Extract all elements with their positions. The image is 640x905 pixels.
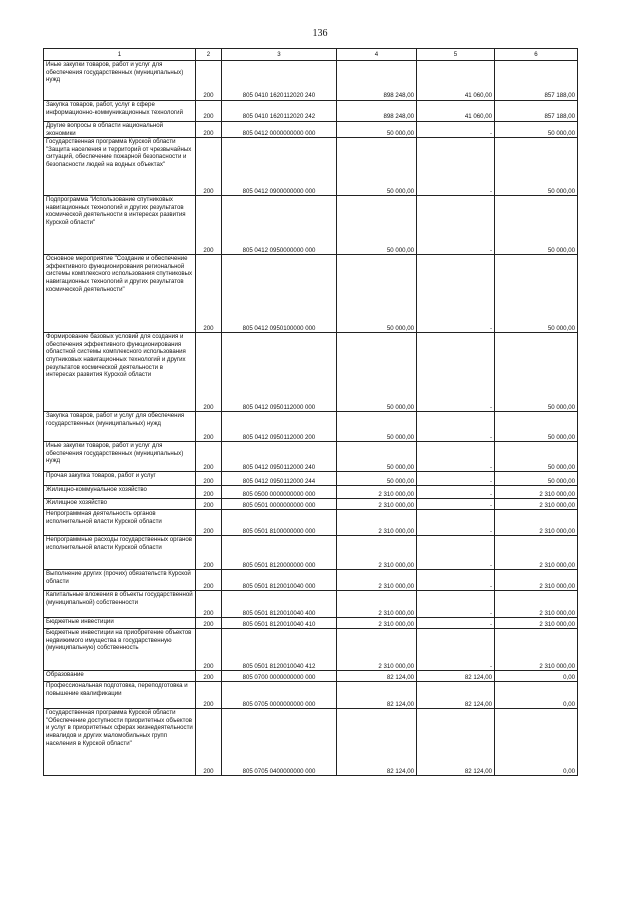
row-name: Капитальные вложения в объекты государственной (муниципальной) собственности xyxy=(44,591,196,618)
row-name: Иные закупки товаров, работ и услуг для обеспечения государственных (муниципальных) нужд xyxy=(44,61,196,101)
row-amount-total: 2 310 000,00 xyxy=(337,510,417,536)
row-code: 200 xyxy=(196,671,222,682)
row-code: 200 xyxy=(196,570,222,591)
row-code: 200 xyxy=(196,138,222,196)
row-amount-col6: 50 000,00 xyxy=(495,196,578,255)
row-classification: 805 0501 8120000000 000 xyxy=(222,536,337,570)
row-amount-total: 898 248,00 xyxy=(337,61,417,101)
row-amount-total: 50 000,00 xyxy=(337,138,417,196)
row-amount-total: 82 124,00 xyxy=(337,671,417,682)
row-amount-total: 50 000,00 xyxy=(337,472,417,486)
row-classification: 805 0500 0000000000 000 xyxy=(222,486,337,499)
row-name: Бюджетные инвестиции xyxy=(44,618,196,629)
row-amount-col6: 857 188,00 xyxy=(495,61,578,101)
row-amount-total: 82 124,00 xyxy=(337,709,417,776)
row-name: Образование xyxy=(44,671,196,682)
row-amount-total: 2 310 000,00 xyxy=(337,536,417,570)
column-header: 5 xyxy=(417,49,495,61)
row-code: 200 xyxy=(196,196,222,255)
row-name: Формирование базовых условий для создания и обеспечения эффективного функционирования областной системы комплексного использования спутниковых навигационных технологий и других результатов космической деятельности в интересах развития Курской области xyxy=(44,333,196,412)
row-amount-col5: 41 060,00 xyxy=(417,101,495,122)
table-row xyxy=(44,138,578,196)
row-amount-col5: - xyxy=(417,536,495,570)
row-amount-col6: 0,00 xyxy=(495,682,578,709)
row-amount-col5: - xyxy=(417,472,495,486)
row-code: 200 xyxy=(196,709,222,776)
row-amount-col6: 2 310 000,00 xyxy=(495,536,578,570)
row-amount-total: 50 000,00 xyxy=(337,122,417,138)
row-amount-col5: - xyxy=(417,629,495,671)
row-code: 200 xyxy=(196,591,222,618)
row-amount-total: 82 124,00 xyxy=(337,682,417,709)
page-number: 136 xyxy=(312,28,328,39)
table-row xyxy=(44,61,578,101)
row-name: Основное мероприятие "Создание и обеспечение эффективного функционирования региональной системы комплексного использования спутниковых навигационных технологий и других результатов космической деятельности" xyxy=(44,255,196,333)
row-amount-col6: 2 310 000,00 xyxy=(495,510,578,536)
row-code: 200 xyxy=(196,629,222,671)
budget-table xyxy=(43,48,578,776)
row-amount-col6: 0,00 xyxy=(495,709,578,776)
row-amount-col5: 41 060,00 xyxy=(417,61,495,101)
row-amount-col5: - xyxy=(417,138,495,196)
table-row xyxy=(44,472,578,486)
row-amount-col6: 2 310 000,00 xyxy=(495,618,578,629)
row-amount-total: 2 310 000,00 xyxy=(337,629,417,671)
row-amount-col5: - xyxy=(417,333,495,412)
row-name: Профессиональная подготовка, переподготовка и повышение квалификации xyxy=(44,682,196,709)
row-amount-total: 2 310 000,00 xyxy=(337,486,417,499)
row-amount-total: 898 248,00 xyxy=(337,101,417,122)
row-classification: 805 0412 0950112000 200 xyxy=(222,412,337,442)
row-classification: 805 0412 0950112000 244 xyxy=(222,472,337,486)
table-row xyxy=(44,510,578,536)
row-amount-col6: 50 000,00 xyxy=(495,442,578,472)
table-row xyxy=(44,333,578,412)
row-amount-col5: - xyxy=(417,591,495,618)
row-amount-col6: 0,00 xyxy=(495,671,578,682)
row-classification: 805 0705 0400000000 000 xyxy=(222,709,337,776)
row-amount-col5: 82 124,00 xyxy=(417,671,495,682)
row-amount-col5: - xyxy=(417,122,495,138)
row-classification: 805 0412 0950100000 000 xyxy=(222,255,337,333)
row-name: Закупка товаров, работ, услуг в сфере информационно-коммуникационных технологий xyxy=(44,101,196,122)
row-amount-col6: 50 000,00 xyxy=(495,472,578,486)
row-amount-total: 2 310 000,00 xyxy=(337,591,417,618)
table-row xyxy=(44,570,578,591)
row-amount-col6: 2 310 000,00 xyxy=(495,570,578,591)
row-amount-col6: 2 310 000,00 xyxy=(495,591,578,618)
row-name: Жилищно-коммунальное хозяйство xyxy=(44,486,196,499)
row-code: 200 xyxy=(196,472,222,486)
row-name: Выполнение других (прочих) обязательств Курской области xyxy=(44,570,196,591)
row-amount-col5: - xyxy=(417,486,495,499)
table-row xyxy=(44,682,578,709)
row-amount-col5: 82 124,00 xyxy=(417,709,495,776)
row-amount-total: 50 000,00 xyxy=(337,255,417,333)
row-amount-total: 2 310 000,00 xyxy=(337,499,417,510)
row-amount-col6: 50 000,00 xyxy=(495,333,578,412)
table-row xyxy=(44,122,578,138)
row-amount-col5: - xyxy=(417,412,495,442)
row-code: 200 xyxy=(196,486,222,499)
row-classification: 805 0501 0000000000 000 xyxy=(222,499,337,510)
row-classification: 805 0410 1620112020 242 xyxy=(222,101,337,122)
row-name: Другие вопросы в области национальной экономики xyxy=(44,122,196,138)
table-row xyxy=(44,101,578,122)
row-name: Государственная программа Курской области "Обеспечение доступности приоритетных объектов и услуг в приоритетных сферах жизнедеятельности инвалидов и других маломобильных групп населения в Курской области" xyxy=(44,709,196,776)
row-amount-col5: - xyxy=(417,570,495,591)
row-code: 200 xyxy=(196,122,222,138)
column-header: 4 xyxy=(337,49,417,61)
row-amount-col6: 50 000,00 xyxy=(495,255,578,333)
row-code: 200 xyxy=(196,510,222,536)
column-header: 1 xyxy=(44,49,196,61)
table-row xyxy=(44,255,578,333)
row-code: 200 xyxy=(196,333,222,412)
table-row xyxy=(44,499,578,510)
row-amount-total: 2 310 000,00 xyxy=(337,618,417,629)
row-amount-col5: 82 124,00 xyxy=(417,682,495,709)
row-code: 200 xyxy=(196,682,222,709)
row-code: 200 xyxy=(196,442,222,472)
row-classification: 805 0412 0950000000 000 xyxy=(222,196,337,255)
row-amount-col5: - xyxy=(417,510,495,536)
row-classification: 805 0412 0900000000 000 xyxy=(222,138,337,196)
row-amount-col6: 2 310 000,00 xyxy=(495,499,578,510)
table-row xyxy=(44,709,578,776)
row-classification: 805 0501 8120010040 400 xyxy=(222,591,337,618)
row-classification: 805 0410 1620112020 240 xyxy=(222,61,337,101)
table-header-row xyxy=(44,49,578,61)
row-amount-total: 50 000,00 xyxy=(337,333,417,412)
row-classification: 805 0700 0000000000 000 xyxy=(222,671,337,682)
table-row xyxy=(44,412,578,442)
row-amount-total: 50 000,00 xyxy=(337,442,417,472)
row-amount-col6: 50 000,00 xyxy=(495,138,578,196)
row-name: Подпрограмма "Использование спутниковых навигационных технологий и других результатов космической деятельности в интересах развития Курской области" xyxy=(44,196,196,255)
row-amount-col6: 50 000,00 xyxy=(495,412,578,442)
row-amount-total: 2 310 000,00 xyxy=(337,570,417,591)
row-classification: 805 0412 0950112000 000 xyxy=(222,333,337,412)
row-classification: 805 0501 8120010040 000 xyxy=(222,570,337,591)
row-classification: 805 0501 8120010040 410 xyxy=(222,618,337,629)
row-name: Непрограммные расходы государственных органов исполнительной власти Курской области xyxy=(44,536,196,570)
row-code: 200 xyxy=(196,536,222,570)
row-code: 200 xyxy=(196,412,222,442)
row-amount-col5: - xyxy=(417,442,495,472)
table-row xyxy=(44,196,578,255)
column-header: 6 xyxy=(495,49,578,61)
row-amount-total: 50 000,00 xyxy=(337,196,417,255)
row-code: 200 xyxy=(196,618,222,629)
table-row xyxy=(44,591,578,618)
row-name: Закупка товаров, работ и услуг для обеспечения государственных (муниципальных) нужд xyxy=(44,412,196,442)
row-amount-col6: 50 000,00 xyxy=(495,122,578,138)
table-row xyxy=(44,671,578,682)
row-amount-col5: - xyxy=(417,196,495,255)
table-row xyxy=(44,618,578,629)
row-amount-total: 50 000,00 xyxy=(337,412,417,442)
row-amount-col5: - xyxy=(417,499,495,510)
row-name: Бюджетные инвестиции на приобретение объектов недвижимого имущества в государственную (муниципальную) собственность xyxy=(44,629,196,671)
row-amount-col6: 2 310 000,00 xyxy=(495,486,578,499)
row-name: Непрограммная деятельность органов исполнительной власти Курской области xyxy=(44,510,196,536)
row-amount-col5: - xyxy=(417,255,495,333)
row-classification: 805 0501 8100000000 000 xyxy=(222,510,337,536)
row-name: Государственная программа Курской области "Защита населения и территорий от чрезвычайных ситуаций, обеспечение пожарной безопасности и безопасности людей на водных объектах" xyxy=(44,138,196,196)
row-amount-col5: - xyxy=(417,618,495,629)
row-amount-col6: 2 310 000,00 xyxy=(495,629,578,671)
row-code: 200 xyxy=(196,61,222,101)
table-row xyxy=(44,442,578,472)
row-amount-col6: 857 188,00 xyxy=(495,101,578,122)
row-classification: 805 0705 0000000000 000 xyxy=(222,682,337,709)
table-row xyxy=(44,629,578,671)
row-classification: 805 0501 8120010040 412 xyxy=(222,629,337,671)
row-classification: 805 0412 0000000000 000 xyxy=(222,122,337,138)
table-row xyxy=(44,536,578,570)
row-code: 200 xyxy=(196,255,222,333)
table-row xyxy=(44,486,578,499)
row-name: Иные закупки товаров, работ и услуг для обеспечения государственных (муниципальных) нужд xyxy=(44,442,196,472)
row-name: Прочая закупка товаров, работ и услуг xyxy=(44,472,196,486)
column-header: 3 xyxy=(222,49,337,61)
row-name: Жилищное хозяйство xyxy=(44,499,196,510)
row-code: 200 xyxy=(196,499,222,510)
column-header: 2 xyxy=(196,49,222,61)
row-classification: 805 0412 0950112000 240 xyxy=(222,442,337,472)
row-code: 200 xyxy=(196,101,222,122)
